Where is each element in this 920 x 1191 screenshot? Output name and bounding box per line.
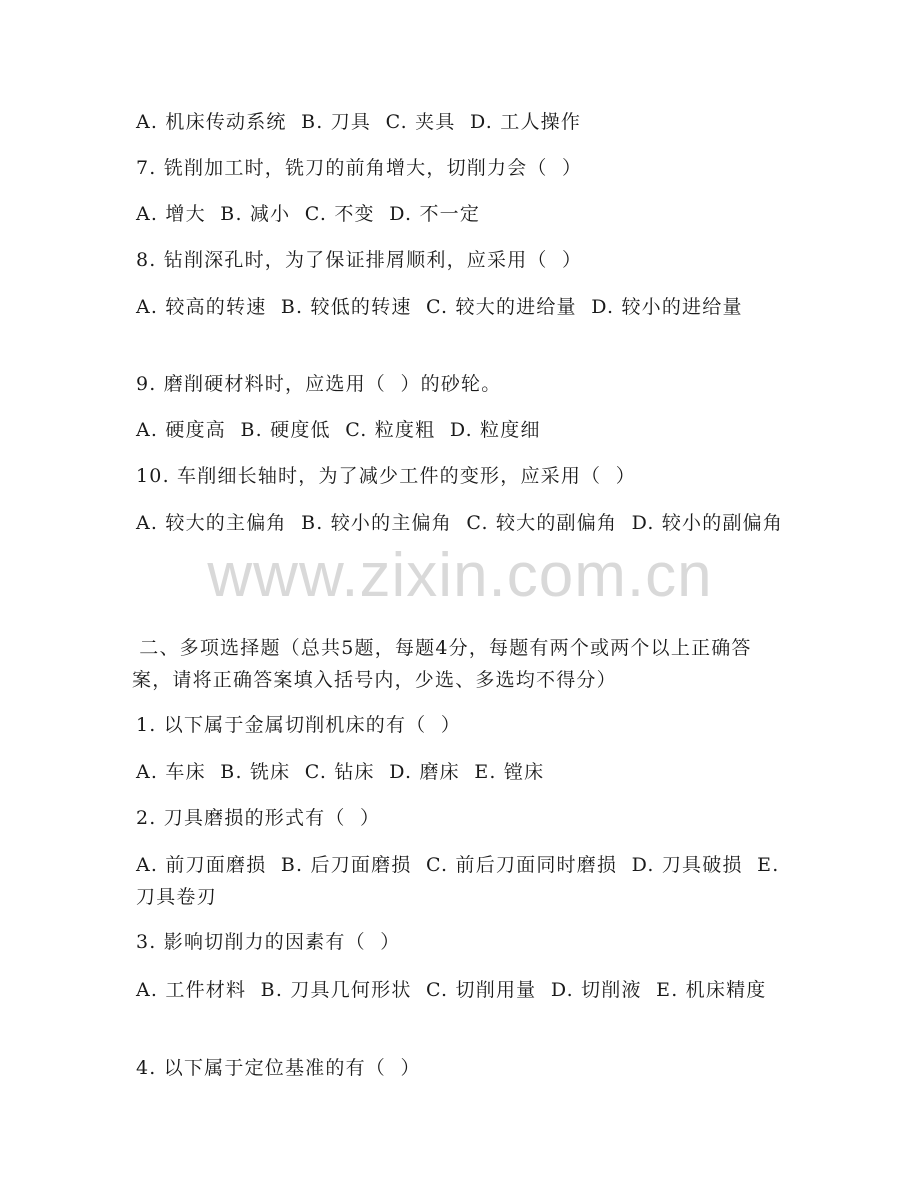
mq3-options: A. 工件材料 B. 刀具几何形状 C. 切削用量 D. 切削液 E. 机床精度: [136, 979, 767, 1001]
mq1-options: A. 车床 B. 铣床 C. 钻床 D. 磨床 E. 镗床: [136, 761, 545, 783]
q8-question: 8. 钻削深孔时，为了保证排屑顺利，应采用（ ）: [136, 249, 583, 271]
q10-question: 10. 车削细长轴时，为了减少工件的变形，应采用（ ）: [136, 465, 636, 487]
mq2-options: A. 前刀面磨损 B. 后刀面磨损 C. 前后刀面同时磨损 D. 刀具破损 E. 刀具卷刃: [136, 854, 787, 908]
q8-options: A. 较高的转速 B. 较低的转速 C. 较大的进给量 D. 较小的进给量: [136, 296, 743, 318]
q9-question: 9. 磨削硬材料时，应选用（ ）的砂轮。: [136, 373, 502, 395]
q7-options: A. 增大 B. 减小 C. 不变 D. 不一定: [136, 203, 481, 225]
q7-question: 7. 铣削加工时，铣刀的前角增大，切削力会（ ）: [136, 157, 583, 179]
mq3-question: 3. 影响切削力的因素有（ ）: [136, 931, 401, 953]
mq4-question: 4. 以下属于定位基准的有（ ）: [136, 1057, 421, 1079]
mq2-question: 2. 刀具磨损的形式有（ ）: [136, 807, 381, 829]
q6-options: A. 机床传动系统 B. 刀具 C. 夹具 D. 工人操作: [136, 111, 582, 133]
mq1-question: 1. 以下属于金属切削机床的有（ ）: [136, 714, 462, 736]
section-heading-multiple-choice: 二、多项选择题（总共5题，每题4分，每题有两个或两个以上正确答案，请将正确答案填入括号内，少选、多选均不得分）: [132, 637, 752, 691]
watermark: www.zixin.com.cn: [207, 541, 713, 610]
q9-options: A. 硬度高 B. 硬度低 C. 粒度粗 D. 粒度细: [136, 419, 541, 441]
q10-options: A. 较大的主偏角 B. 较小的主偏角 C. 较大的副偏角 D. 较小的副偏角: [136, 512, 784, 534]
